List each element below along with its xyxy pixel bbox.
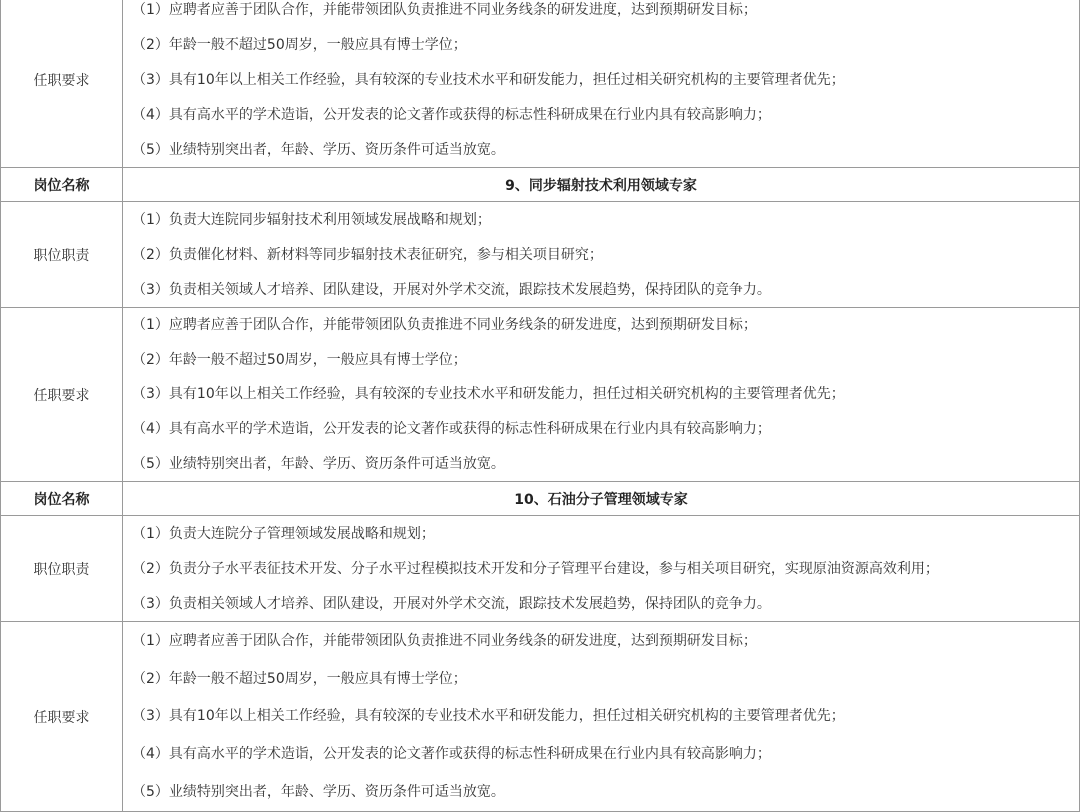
requirement-item: （3）具有10年以上相关工作经验，具有较深的专业技术水平和研发能力，担任过相关研究机构的主要管理者优先； <box>132 71 845 88</box>
requirement-item: （1）应聘者应善于团队合作，并能带领团队负责推进不同业务线条的研发进度，达到预期研发目标； <box>132 1 757 18</box>
requirements-row <box>0 308 1080 482</box>
requirement-item: （2）年龄一般不超过50周岁，一般应具有博士学位； <box>132 351 467 368</box>
position-name-label: 岗位名称 <box>0 482 123 515</box>
duties-row <box>0 202 1080 308</box>
requirement-item: （1）应聘者应善于团队合作，并能带领团队负责推进不同业务线条的研发进度，达到预期研发目标； <box>132 632 757 649</box>
requirement-item: （3）具有10年以上相关工作经验，具有较深的专业技术水平和研发能力，担任过相关研究机构的主要管理者优先； <box>132 708 845 725</box>
position-header-row <box>0 168 1080 202</box>
duty-item: （1）负责大连院同步辐射技术利用领域发展战略和规划； <box>132 211 491 228</box>
requirement-item: （5）业绩特别突出者，年龄、学历、资历条件可适当放宽。 <box>132 784 505 801</box>
requirement-item: （4）具有高水平的学术造诣，公开发表的论文著作或获得的标志性科研成果在行业内具有较高影响力； <box>132 106 771 123</box>
requirement-item: （5）业绩特别突出者，年龄、学历、资历条件可适当放宽。 <box>132 141 505 158</box>
duty-item: （3）负责相关领域人才培养、团队建设，开展对外学术交流，跟踪技术发展趋势，保持团队的竞争力。 <box>132 595 771 612</box>
requirements-label: 任职要求 <box>0 0 123 167</box>
position-header-row <box>0 482 1080 516</box>
position-title: 9、同步辐射技术利用领域专家 <box>123 168 1080 201</box>
requirement-item: （4）具有高水平的学术造诣，公开发表的论文著作或获得的标志性科研成果在行业内具有较高影响力； <box>132 421 771 438</box>
requirements-list <box>123 0 1080 167</box>
duties-row <box>0 516 1080 622</box>
requirements-label: 任职要求 <box>0 308 123 481</box>
requirement-item: （3）具有10年以上相关工作经验，具有较深的专业技术水平和研发能力，担任过相关研究机构的主要管理者优先； <box>132 386 845 403</box>
duty-item: （2）负责分子水平表征技术开发、分子水平过程模拟技术开发和分子管理平台建设，参与相关项目研究，实现原油资源高效利用； <box>132 560 939 577</box>
requirements-row <box>0 622 1080 812</box>
requirements-list <box>123 622 1080 811</box>
requirement-item: （2）年龄一般不超过50周岁，一般应具有博士学位； <box>132 36 467 53</box>
duty-item: （3）负责相关领域人才培养、团队建设，开展对外学术交流，跟踪技术发展趋势，保持团队的竞争力。 <box>132 281 771 298</box>
duties-list <box>123 516 1080 621</box>
requirement-item: （2）年龄一般不超过50周岁，一般应具有博士学位； <box>132 670 467 687</box>
requirement-item: （5）业绩特别突出者，年龄、学历、资历条件可适当放宽。 <box>132 455 505 472</box>
requirements-row <box>0 0 1080 168</box>
requirement-item: （1）应聘者应善于团队合作，并能带领团队负责推进不同业务线条的研发进度，达到预期研发目标； <box>132 317 757 334</box>
position-title: 10、石油分子管理领域专家 <box>123 482 1080 515</box>
requirements-list <box>123 308 1080 481</box>
requirements-label: 任职要求 <box>0 622 123 811</box>
position-name-label: 岗位名称 <box>0 168 123 201</box>
requirement-item: （4）具有高水平的学术造诣，公开发表的论文著作或获得的标志性科研成果在行业内具有较高影响力； <box>132 746 771 763</box>
duties-label: 职位职责 <box>0 516 123 621</box>
duty-item: （1）负责大连院分子管理领域发展战略和规划； <box>132 525 435 542</box>
duties-list <box>123 202 1080 307</box>
duty-item: （2）负责催化材料、新材料等同步辐射技术表征研究，参与相关项目研究； <box>132 246 603 263</box>
duties-label: 职位职责 <box>0 202 123 307</box>
